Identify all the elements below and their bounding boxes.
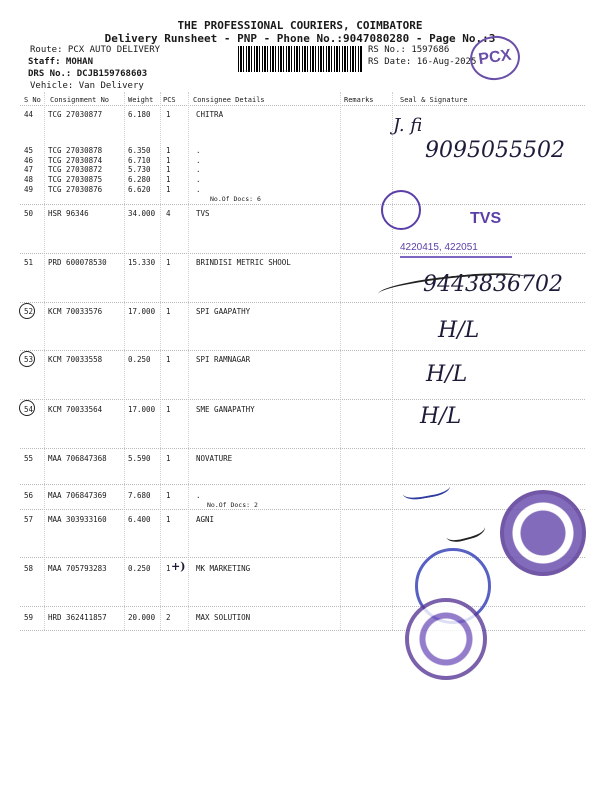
col-seal: Seal & Signature — [400, 96, 468, 104]
cell-pcs: 1 — [166, 258, 171, 267]
cell-sno: 53 — [24, 355, 34, 364]
cell-consignee: BRINDISI METRIC SHOOL — [196, 258, 291, 267]
cell-sno: 47 — [24, 165, 34, 174]
signature-scribble — [401, 474, 452, 502]
cell-sno: 52 — [24, 307, 34, 316]
row-divider — [20, 302, 585, 303]
cell-weight: 6.710 — [128, 156, 151, 165]
cell-consignee: . — [196, 185, 201, 194]
cell-pcs: 1 — [166, 405, 171, 414]
cell-consignee: MAX SOLUTION — [196, 613, 251, 622]
column-divider — [160, 92, 161, 630]
vehicle: Vehicle: Van Delivery — [30, 81, 144, 91]
cell-consignee: CHITRA — [196, 110, 224, 119]
cell-consignee: AGNI — [196, 515, 215, 524]
cell-weight: 5.730 — [128, 165, 151, 174]
cell-sno: 44 — [24, 110, 34, 119]
pcx-stamp: PCX — [467, 33, 523, 84]
row-divider — [20, 606, 585, 607]
docs-count: No.Of Docs: 6 — [210, 195, 261, 203]
row-divider — [20, 484, 585, 485]
cell-consignment: TCG 27030878 — [48, 146, 103, 155]
row-divider — [20, 509, 585, 510]
cell-consignee: . — [196, 175, 201, 184]
cell-weight: 6.400 — [128, 515, 151, 524]
pcs-handwritten-mark: +) — [171, 560, 186, 573]
cell-weight: 34.000 — [128, 209, 156, 218]
cell-pcs: 1 — [166, 564, 171, 573]
cell-weight: 0.250 — [128, 355, 151, 364]
cell-consignee: TVS — [196, 209, 210, 218]
row-divider — [20, 399, 585, 400]
max-solution-seal — [405, 598, 487, 680]
rs-date: RS Date: 16-Aug-2025 — [368, 57, 477, 67]
cell-pcs: 1 — [166, 146, 171, 155]
cell-consignee: . — [196, 156, 201, 165]
cell-weight: 6.620 — [128, 185, 151, 194]
cell-pcs: 4 — [166, 209, 171, 218]
cell-consignment: TCG 27030875 — [48, 175, 103, 184]
cell-consignment: HSR 96346 — [48, 209, 89, 218]
signature-scribble — [443, 515, 487, 545]
cell-consignment: MAA 705793283 — [48, 564, 107, 573]
row-divider — [20, 630, 585, 631]
cell-weight: 7.680 — [128, 491, 151, 500]
cell-pcs: 1 — [166, 355, 171, 364]
signature: J. fi — [393, 115, 423, 136]
cell-consignment: HRD 362411857 — [48, 613, 107, 622]
cell-sno: 57 — [24, 515, 34, 524]
cell-weight: 0.250 — [128, 564, 151, 573]
cell-weight: 6.280 — [128, 175, 151, 184]
cell-pcs: 2 — [166, 613, 171, 622]
cell-consignment: TCG 27030876 — [48, 185, 103, 194]
cell-pcs: 1 — [166, 110, 171, 119]
cell-sno: 46 — [24, 156, 34, 165]
cell-sno: 51 — [24, 258, 34, 267]
row-divider — [20, 350, 585, 351]
row-divider — [20, 204, 585, 205]
cell-consignment: PRD 600078530 — [48, 258, 107, 267]
cell-sno: 50 — [24, 209, 34, 218]
docs-count: No.Of Docs: 2 — [207, 501, 258, 509]
cell-weight: 6.180 — [128, 110, 151, 119]
cell-sno: 59 — [24, 613, 34, 622]
cell-consignment: MAA 706847368 — [48, 454, 107, 463]
cell-consignee: NOVATURE — [196, 454, 233, 463]
cell-weight: 17.000 — [128, 307, 156, 316]
col-sno: S No — [24, 96, 41, 104]
row-divider — [20, 557, 585, 558]
cell-pcs: 1 — [166, 454, 171, 463]
cell-consignee: SPI RAMNAGAR — [196, 355, 251, 364]
sheet-title: Delivery Runsheet - PNP - Phone No.:9047080280 - Page No.:3 — [104, 32, 496, 45]
cell-pcs: 1 — [166, 307, 171, 316]
cell-consignment: KCM 70033558 — [48, 355, 103, 364]
col-pcs: PCS — [163, 96, 176, 104]
tvs-stamp-code: 4220415, 422051 — [400, 242, 478, 253]
cell-consignment: TCG 27030872 — [48, 165, 103, 174]
row-divider — [20, 448, 585, 449]
cell-consignment: KCM 70033564 — [48, 405, 103, 414]
tvs-stamp: TVS — [470, 210, 502, 227]
cell-sno: 49 — [24, 185, 34, 194]
handwritten-phone: 9095055502 — [425, 138, 565, 163]
drs-number: DRS No.: DCJB159768603 — [28, 69, 148, 79]
rs-number: RS No.: 1597686 — [368, 45, 450, 55]
cell-consignment: KCM 70033576 — [48, 307, 103, 316]
route: Route: PCX AUTO DELIVERY — [30, 45, 161, 55]
staff: Staff: MOHAN — [28, 57, 94, 67]
cell-pcs: 1 — [166, 175, 171, 184]
col-remarks: Remarks — [344, 96, 374, 104]
cell-pcs: 1 — [166, 185, 171, 194]
company-seal — [500, 490, 586, 576]
cell-consignee: . — [196, 491, 201, 500]
col-consignee: Consignee Details — [193, 96, 265, 104]
cell-pcs: 1 — [166, 491, 171, 500]
cell-weight: 5.590 — [128, 454, 151, 463]
column-divider — [392, 92, 393, 630]
cell-consignment: TCG 27030877 — [48, 110, 103, 119]
cell-weight: 20.000 — [128, 613, 156, 622]
cell-pcs: 1 — [166, 515, 171, 524]
handwritten-phone: 9443836702 — [423, 272, 563, 297]
header-divider — [20, 105, 585, 106]
cell-consignee: MK MARKETING — [196, 564, 251, 573]
cell-consignment: TCG 27030874 — [48, 156, 103, 165]
cell-weight: 17.000 — [128, 405, 156, 414]
cell-sno: 58 — [24, 564, 34, 573]
cell-weight: 15.330 — [128, 258, 156, 267]
barcode — [238, 46, 362, 72]
cell-consignee: . — [196, 146, 201, 155]
cell-consignment: MAA 706847369 — [48, 491, 107, 500]
cell-consignment: MAA 303933160 — [48, 515, 107, 524]
col-consignment: Consignment No — [50, 96, 110, 104]
handwritten-hl: H/L — [426, 362, 468, 387]
column-divider — [124, 92, 125, 630]
handwritten-hl: H/L — [438, 318, 480, 343]
cell-weight: 6.350 — [128, 146, 151, 155]
cell-consignee: SME GANAPATHY — [196, 405, 255, 414]
cell-pcs: 1 — [166, 156, 171, 165]
column-divider — [44, 92, 45, 630]
company-name: THE PROFESSIONAL COURIERS, COIMBATORE — [177, 19, 423, 32]
cell-sno: 56 — [24, 491, 34, 500]
cell-pcs: 1 — [166, 165, 171, 174]
cell-consignee: . — [196, 165, 201, 174]
cell-sno: 54 — [24, 405, 34, 414]
tvs-seal — [381, 190, 421, 230]
column-divider — [188, 92, 189, 630]
handwritten-hl: H/L — [420, 404, 462, 429]
cell-consignee: SPI GAAPATHY — [196, 307, 251, 316]
cell-sno: 55 — [24, 454, 34, 463]
col-weight: Weight — [128, 96, 154, 104]
cell-sno: 48 — [24, 175, 34, 184]
cell-sno: 45 — [24, 146, 34, 155]
column-divider — [340, 92, 341, 630]
